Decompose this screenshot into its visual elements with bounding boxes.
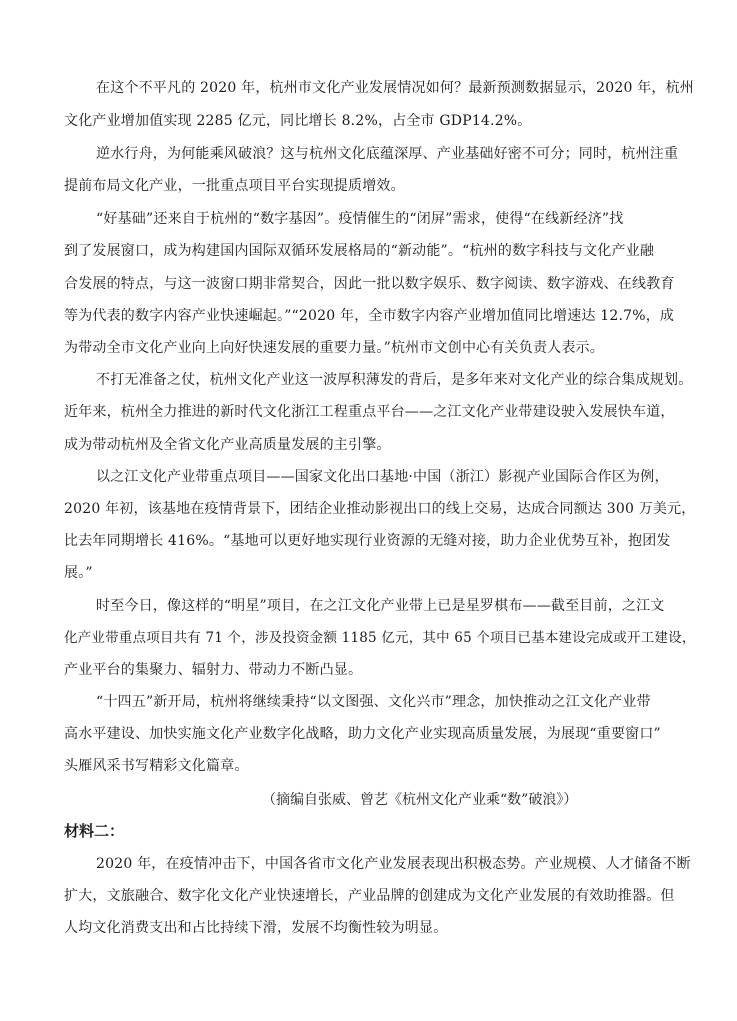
material-2-heading: 材料二： [64, 822, 125, 840]
paragraph-5-line-2: 2020 年初，该基地在疫情背景下，团结企业推动影视出口的线上交易，达成合同额达 300 万美元， [64, 501, 696, 517]
paragraph-7-line-1: “十四五”新开局，杭州将继续秉持“以文图强、文化兴市”理念，加快推动之江文化产业带 [96, 694, 651, 710]
paragraph-5-line-4: 展。” [64, 565, 93, 581]
paragraph-4-line-1: 不打无准备之仗，杭州文化产业这一波厚积薄发的背后，是多年来对文化产业的综合集成规划。 [96, 372, 693, 388]
material-2-line-1: 2020 年，在疫情冲击下，中国各省市文化产业发展表现出积极态势。产业规模、人才储备不断 [96, 856, 691, 872]
paragraph-7-line-2: 高水平建设、加快实施文化产业数字化战略，助力文化产业实现高质量发展，为展现“重要窗口” [64, 726, 661, 742]
paragraph-2-line-2: 提前布局文化产业，一批重点项目平台实现提质增效。 [64, 178, 405, 194]
source-citation: （摘编自张威、曾艺《杭州文化产业乘“数”破浪》） [262, 792, 578, 808]
material-2-line-2: 扩大，文旅融合、数字化文化产业快速增长，产业品牌的创建成为文化产业发展的有效助推器。但 [64, 888, 675, 904]
paragraph-6-line-1: 时至今日，像这样的“明星”项目，在之江文化产业带上已是星罗棋布——截至目前，之江文 [96, 598, 665, 614]
paragraph-1-line-2: 文化产业增加值实现 2285 亿元，同比增长 8.2%，占全市 GDP14.2%。 [64, 113, 532, 129]
paragraph-6-line-2: 化产业带重点项目共有 71 个，涉及投资金额 1185 亿元，其中 65 个项目已基本建设完成或开工建设， [64, 630, 696, 646]
paragraph-2-line-1: 逆水行舟，为何能乘风破浪？这与杭州文化底蕴深厚、产业基础好密不可分；同时，杭州注重 [96, 146, 679, 162]
paragraph-6-line-3: 产业平台的集聚力、辐射力、带动力不断凸显。 [64, 662, 363, 678]
paragraph-4-line-3: 成为带动杭州及全省文化产业高质量发展的主引擎。 [64, 437, 391, 453]
paragraph-5-line-1: 以之江文化产业带重点项目——国家文化出口基地·中国（浙江）影视产业国际合作区为例， [96, 469, 669, 485]
material-2-line-3: 人均文化消费支出和占比持续下滑，发展不均衡性较为明显。 [64, 920, 448, 936]
paragraph-5-line-3: 比去年同期增长 416%。“基地可以更好地实现行业资源的无缝对接，助力企业优势互补，抱团发 [64, 533, 671, 549]
paragraph-1-line-1: 在这个不平凡的 2020 年，杭州市文化产业发展情况如何？最新预测数据显示，2020 年，杭州 [96, 80, 695, 96]
paragraph-3-line-4: 等为代表的数字内容产业快速崛起。”“2020 年，全市数字内容产业增加值同比增速达 12.7%，成 [64, 308, 675, 324]
paragraph-7-line-3: 头雁风采书写精彩文化篇章。 [64, 758, 249, 774]
paragraph-3-line-3: 合发展的特点，与这一波窗口期非常契合，因此一批以数字娱乐、数字阅读、数字游戏、在线教育 [64, 276, 675, 292]
paragraph-4-line-2: 近年来，杭州全力推进的新时代文化浙江工程重点平台——之江文化产业带建设驶入发展快车道， [64, 404, 675, 420]
paragraph-3-line-2: 到了发展窗口，成为构建国内国际双循环发展格局的“新动能”。“杭州的数字科技与文化产业融 [64, 243, 655, 259]
paragraph-3-line-1: “好基础”还来自于杭州的“数字基因”。疫情催生的“闭屏”需求，使得“在线新经济”找 [96, 211, 624, 227]
paragraph-3-line-5: 为带动全市文化产业向上向好快速发展的重要力量。”杭州市文创中心有关负责人表示。 [64, 340, 604, 356]
